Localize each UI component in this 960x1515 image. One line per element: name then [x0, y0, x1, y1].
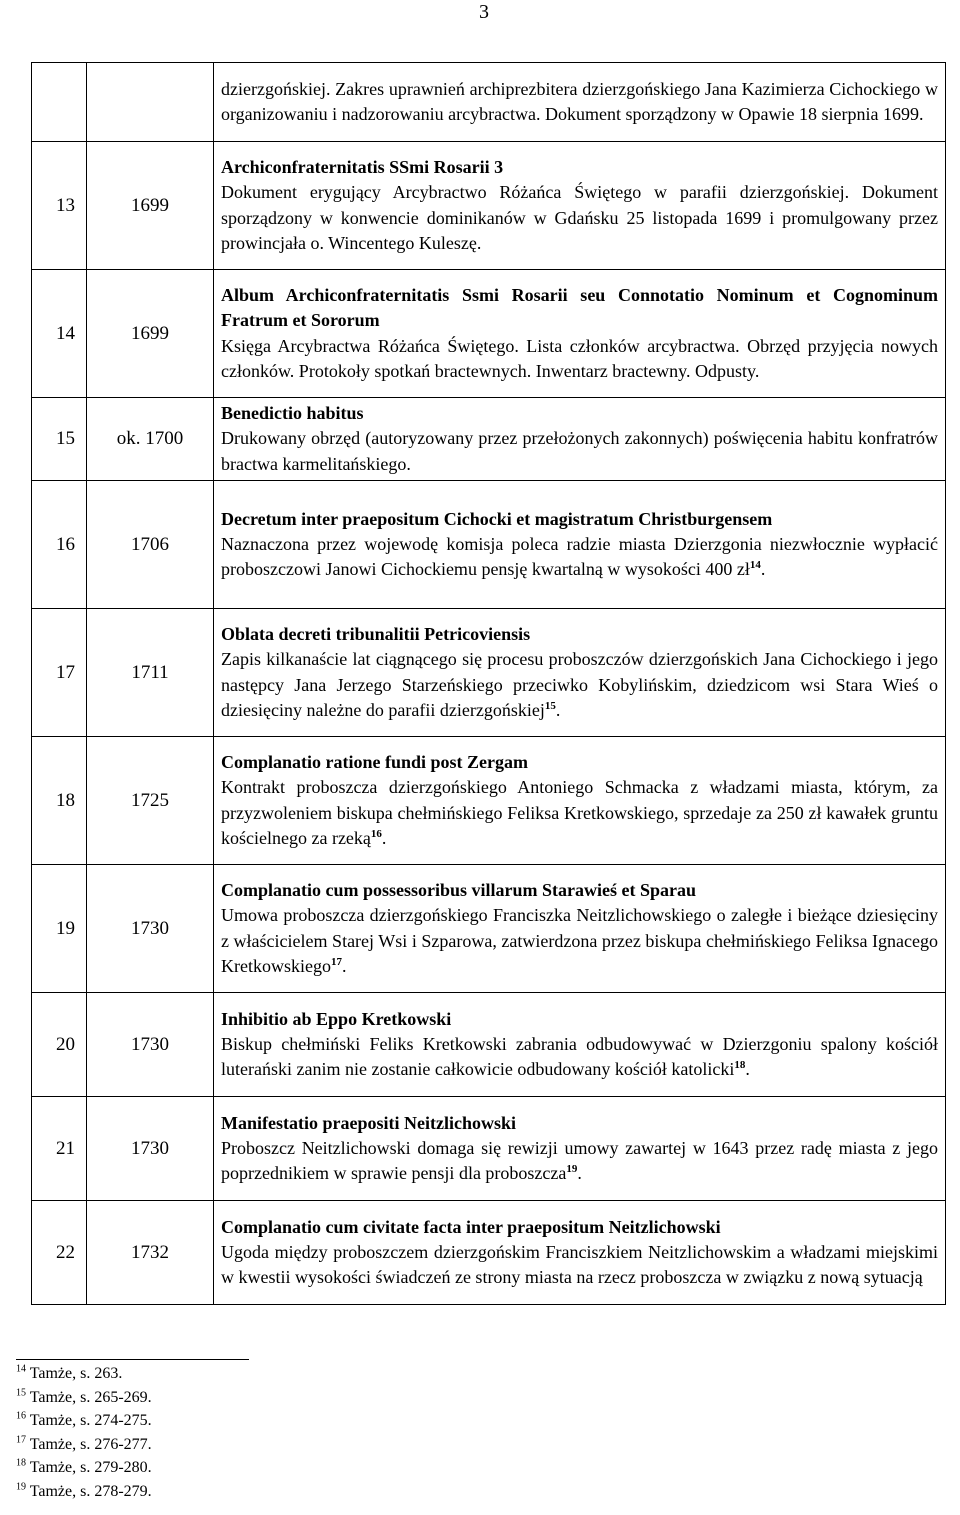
- archive-table: [31, 62, 946, 1305]
- entry-text-end: .: [577, 1163, 582, 1184]
- entry-text-end: .: [745, 1059, 750, 1080]
- footnote-ref: 14: [749, 559, 761, 572]
- table-row: [32, 865, 946, 993]
- table-row: [32, 270, 946, 398]
- entry-title: Complanatio ratione fundi post Zergam: [221, 751, 529, 772]
- table-row: [32, 737, 946, 865]
- entry-number: 21: [32, 1097, 87, 1201]
- entry-text-body: Naznaczona przez wojewodę komisja poleca radzie miasta Dzierzgonia niezwłocznie wypłacić proboszczowi Janowi Cichockiemu pensję kwartalną w wysokości 400 zł: [221, 534, 938, 580]
- entry-text: [221, 426, 938, 477]
- entry-text: [221, 334, 938, 385]
- footnote: [16, 1409, 416, 1433]
- entry-text-end: .: [760, 559, 766, 580]
- table-row: [32, 481, 946, 609]
- entry-text-body: Umowa proboszcza dzierzgońskiego Franciszka Neitzlichowskiego o zaległe i bieżące dziesięciny z właścicielem Starej Wsi i Szparowa, zatwierdzona przez biskupa chełmińskiego Feliksa Ignacego Kretkowskiego: [221, 905, 938, 977]
- entry-text-body: Księga Arcybractwa Różańca Świętego. Lista członków arcybractwa. Obrzęd przyjęcia nowych członków. Protokoły spotkań bractewnych. Inwentarz bractewny. Odpusty.: [221, 335, 938, 381]
- table-row: [32, 63, 946, 142]
- footnote: [16, 1386, 416, 1410]
- footnote-text: Tamże, s. 263.: [26, 1365, 123, 1382]
- table-row: [32, 1201, 946, 1305]
- entry-text-body: Drukowany obrzęd (autoryzowany przez przełożonych zakonnych) poświęcenia habitu konfratrów bractwa karmelitańskiego.: [221, 428, 938, 474]
- entry-description: [214, 609, 946, 737]
- entry-year: 1706: [87, 481, 214, 609]
- table-row: [32, 142, 946, 270]
- footnote-number: 15: [16, 1387, 26, 1399]
- entry-year: [87, 63, 214, 142]
- entry-number: 22: [32, 1201, 87, 1305]
- footnote-ref: 15: [544, 700, 556, 713]
- page-number: 3: [479, 1, 489, 23]
- footnote-ref: 17: [330, 956, 342, 969]
- footnote-ref: 19: [566, 1163, 578, 1176]
- entry-title: Decretum inter praepositum Cichocki et magistratum Christburgensem: [221, 508, 773, 529]
- entry-number: 19: [32, 865, 87, 993]
- entry-number: 20: [32, 993, 87, 1097]
- entry-title: Complanatio cum possessoribus villarum Starawieś et Sparau: [221, 879, 697, 900]
- entry-year: 1732: [87, 1201, 214, 1305]
- footnote: [16, 1480, 416, 1504]
- entry-number: 14: [32, 270, 87, 398]
- entry-description: [214, 270, 946, 398]
- entry-text-body: Biskup chełmiński Feliks Kretkowski zabrania odbudowywać w Dzierzgoniu spalony kościół luterański zanim nie zostanie całkowicie odbudowany kościół katolicki: [221, 1034, 938, 1080]
- entry-text-body: Proboszcz Neitzlichowski domaga się rewizji umowy zawartej w 1643 przez radę miasta z jego poprzednikiem w sprawie pensji dla proboszcza: [221, 1138, 938, 1184]
- entry-description: [214, 865, 946, 993]
- footnote-number: 14: [16, 1363, 26, 1375]
- entry-year: 1711: [87, 609, 214, 737]
- footnote-number: 18: [16, 1457, 26, 1469]
- entry-text-body: Ugoda między proboszczem dzierzgońskim Franciszkiem Neitzlichowskim a władzami miejskimi w kwestii wysokości świadczeń ze strony miasta na rzecz proboszcza w związku z nową sytuacją: [221, 1242, 938, 1288]
- entry-number: 18: [32, 737, 87, 865]
- footnote-text: Tamże, s. 265-269.: [26, 1388, 152, 1406]
- entry-text: [221, 903, 938, 979]
- entry-title: Complanatio cum civitate facta inter praepositum Neitzlichowski: [221, 1216, 721, 1237]
- entry-number: 15: [32, 398, 87, 481]
- entry-description: [214, 63, 946, 142]
- table-row: [32, 398, 946, 481]
- entry-title: Album Archiconfraternitatis Ssmi Rosarii seu Connotatio Nominum et Cognominum Fratrum et Sororum: [221, 284, 938, 331]
- entry-year: 1699: [87, 270, 214, 398]
- entry-title: Benedictio habitus: [221, 403, 364, 423]
- footnote-text: Tamże, s. 274-275.: [26, 1412, 152, 1429]
- table-row: [32, 609, 946, 737]
- entry-number: 16: [32, 481, 87, 609]
- entry-year: 1725: [87, 737, 214, 865]
- entry-description: [214, 993, 946, 1097]
- footnote: [16, 1456, 416, 1480]
- footnote: [16, 1433, 416, 1457]
- footnote: [16, 1362, 416, 1386]
- footnote-ref: 16: [370, 828, 382, 841]
- entry-text: [221, 77, 938, 128]
- entry-text: [221, 1240, 938, 1291]
- entry-title: Manifestatio praepositi Neitzlichowski: [221, 1112, 516, 1133]
- entry-description: [214, 481, 946, 609]
- entry-text: [221, 532, 938, 583]
- entry-text-body: Dokument erygujący Arcybractwo Różańca Świętego w parafii dzierzgońskiej. Dokument sporządzony w konwencie dominikanów w Gdańsku 25 listopada 1699 i promulgowany przez prowincjała o. Wincentego Kuleszę.: [221, 182, 938, 253]
- entry-title: Oblata decreti tribunalitii Petricoviensis: [221, 623, 531, 644]
- entry-text-end: .: [381, 828, 387, 849]
- entry-text: [221, 647, 938, 723]
- entry-text-body: Zapis kilkanaście lat ciągnącego się procesu proboszczów dzierzgońskich Jana Cichockiego i jego następcy Jana Jerzego Starzeńskiego przeciwko Kobylińskim, dziedzicom wsi Stara Wieś o dziesięciny należne do parafii dzierzgońskiej: [221, 649, 938, 721]
- entry-number: [32, 63, 87, 142]
- footnote-separator: [16, 1359, 249, 1360]
- entry-text-end: .: [341, 956, 347, 977]
- entry-text-body: Kontrakt proboszcza dzierzgońskiego Antoniego Schmacka z władzami miasta, którym, za przyzwoleniem biskupa chełmińskiego Feliksa Kretkowskiego, sprzedaje za 250 zł kawałek gruntu kościelnego za rzeką: [221, 777, 938, 849]
- entry-text-body: dzierzgońskiej. Zakres uprawnień archiprezbitera dzierzgońskiego Jana Kazimierza Cichockiego w organizowaniu i nadzorowaniu arcybractwa. Dokument sporządzony w Opawie 18 sierpnia 1699.: [221, 78, 938, 124]
- footnote-text: Tamże, s. 278-279.: [26, 1482, 152, 1500]
- entry-description: [214, 142, 946, 270]
- entry-title: Archiconfraternitatis SSmi Rosarii 3: [221, 156, 504, 177]
- entry-text: [221, 775, 938, 851]
- entry-year: 1699: [87, 142, 214, 270]
- entry-year: 1730: [87, 865, 214, 993]
- entry-year: 1730: [87, 1097, 214, 1201]
- footnote-number: 17: [16, 1434, 26, 1446]
- table-row: [32, 1097, 946, 1201]
- entry-text: [221, 1032, 938, 1083]
- footnote-text: Tamże, s. 279-280.: [26, 1459, 152, 1476]
- entry-description: [214, 398, 946, 481]
- entry-description: [214, 737, 946, 865]
- footnotes: [16, 1362, 416, 1503]
- entry-title: Inhibitio ab Eppo Kretkowski: [221, 1008, 452, 1029]
- entry-year: 1730: [87, 993, 214, 1097]
- entry-year: ok. 1700: [87, 398, 214, 481]
- entry-text: [221, 1136, 938, 1187]
- entry-description: [214, 1201, 946, 1305]
- footnote-text: Tamże, s. 276-277.: [26, 1435, 152, 1453]
- footnote-number: 19: [16, 1481, 26, 1493]
- entry-number: 17: [32, 609, 87, 737]
- table-row: [32, 993, 946, 1097]
- entry-description: [214, 1097, 946, 1201]
- footnote-number: 16: [16, 1410, 26, 1422]
- entry-text: [221, 180, 938, 256]
- footnote-ref: 18: [734, 1059, 746, 1072]
- entry-text-end: .: [555, 700, 561, 721]
- entry-number: 13: [32, 142, 87, 270]
